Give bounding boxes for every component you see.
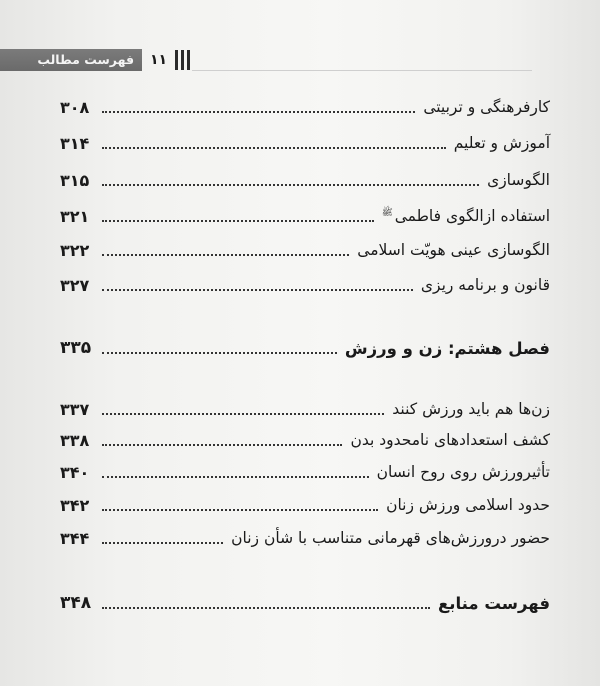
toc-entry-title: زن‌ها هم باید ورزش کنند <box>392 400 550 418</box>
toc-entry[interactable] <box>60 235 550 265</box>
toc-leader-dots <box>102 444 342 446</box>
toc-entry-page: ۳۲۲ <box>60 240 90 260</box>
toc-leader-dots <box>102 352 337 354</box>
toc-leader-dots <box>102 147 446 149</box>
header-rule <box>192 70 532 71</box>
toc-entry-page: ۳۳۸ <box>60 430 90 450</box>
toc-entry-page: ۳۲۱ <box>60 206 90 226</box>
running-header <box>0 49 600 71</box>
toc-entry-page: ۳۱۴ <box>60 133 90 153</box>
toc-leader-dots <box>102 254 349 256</box>
toc-entry-page: ۳۱۵ <box>60 170 90 190</box>
toc-entry-title: کشف استعدادهای نامحدود بدن <box>350 431 550 449</box>
toc-entry[interactable] <box>60 394 550 424</box>
toc-chapter-title: فصل هشتم: زن و ورزش <box>344 338 550 358</box>
toc-chapter-entry[interactable] <box>60 333 550 363</box>
toc-leader-dots <box>102 542 223 544</box>
toc-leader-dots <box>102 476 369 478</box>
toc-entry[interactable] <box>60 490 550 520</box>
toc-entry-title: الگوسازی <box>487 171 550 189</box>
toc-entry-page: ۳۴۲ <box>60 495 90 515</box>
toc-entry-title: آموزش و تعلیم <box>453 134 550 152</box>
header-bars-ornament <box>175 50 190 70</box>
toc-entry-title-text: استفاده ازالگوی فاطمی <box>394 207 550 226</box>
toc-entry-page: ۳۲۷ <box>60 275 90 295</box>
toc-leader-dots <box>102 111 415 113</box>
toc-entry-title: تأثیرورزش روی روح انسان <box>376 463 550 481</box>
toc-entry-title <box>378 206 550 225</box>
honorific-glyph-icon: ﷺ <box>381 208 393 219</box>
toc-entry[interactable] <box>60 165 550 195</box>
toc-chapter-page: ۳۴۸ <box>60 593 92 613</box>
toc-entry[interactable] <box>60 425 550 455</box>
toc-entry[interactable] <box>60 128 550 158</box>
toc-entry[interactable] <box>60 201 550 231</box>
toc-entry[interactable] <box>60 457 550 487</box>
toc-leader-dots <box>102 220 374 222</box>
page-number: ۱۱ <box>150 52 168 68</box>
toc-entry-title: حدود اسلامی ورزش زنان <box>386 496 550 514</box>
toc-entry-page: ۳۴۴ <box>60 528 90 548</box>
toc-entry[interactable] <box>60 270 550 300</box>
toc-entry-page: ۳۴۰ <box>60 462 90 482</box>
toc-leader-dots <box>102 289 413 291</box>
toc-entry-title: کارفرهنگی و تربیتی <box>423 98 550 116</box>
toc-chapter-entry[interactable] <box>60 588 550 618</box>
toc-entry[interactable] <box>60 92 550 122</box>
toc-chapter-page: ۳۳۵ <box>60 338 92 358</box>
toc-leader-dots <box>102 607 430 609</box>
toc-leader-dots <box>102 413 384 415</box>
toc-entry[interactable] <box>60 523 550 553</box>
toc-chapter-title: فهرست منابع <box>437 593 550 613</box>
toc-leader-dots <box>102 184 479 186</box>
toc-entry-title: قانون و برنامه ریزی <box>420 276 550 294</box>
running-header-title: فهرست مطالب <box>0 49 142 71</box>
toc-leader-dots <box>102 509 378 511</box>
toc-entry-page: ۳۳۷ <box>60 399 90 419</box>
toc-entry-title: الگوسازی عینی هویّت اسلامی <box>357 241 550 259</box>
toc-entry-page: ۳۰۸ <box>60 97 90 117</box>
toc-entry-title: حضور درورزش‌های قهرمانی متناسب با شأن زنان <box>231 529 550 547</box>
